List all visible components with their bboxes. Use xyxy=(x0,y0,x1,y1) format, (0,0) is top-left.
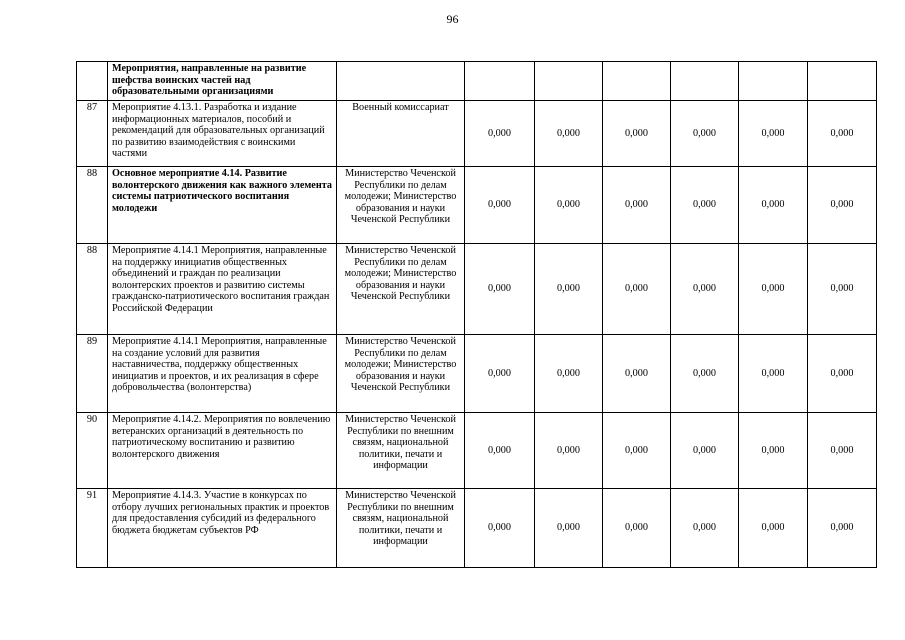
row-number: 87 xyxy=(77,101,108,167)
funding-value: 0,000 xyxy=(739,167,808,244)
funding-value xyxy=(603,62,671,101)
funding-value: 0,000 xyxy=(535,244,603,335)
table-row xyxy=(77,335,877,413)
table-row xyxy=(77,244,877,335)
funding-value: 0,000 xyxy=(535,101,603,167)
row-number: 88 xyxy=(77,244,108,335)
responsible-executor: Министерство Чеченской Республики по внешним связям, национальной политики, печати и информации xyxy=(337,489,465,568)
funding-value: 0,000 xyxy=(739,101,808,167)
activity-name: Мероприятие 4.13.1. Разработка и издание информационных материалов, пособий и рекомендаций для образовательных организаций по развитию взаимодействия с воинскими частями xyxy=(108,101,337,167)
funding-value: 0,000 xyxy=(603,335,671,413)
funding-value: 0,000 xyxy=(808,335,877,413)
funding-value: 0,000 xyxy=(465,413,535,489)
responsible-executor: Министерство Чеченской Республики по делам молодежи; Министерство образования и науки Чеченской Республики xyxy=(337,167,465,244)
funding-value: 0,000 xyxy=(535,167,603,244)
responsible-executor xyxy=(337,62,465,101)
funding-value: 0,000 xyxy=(603,244,671,335)
responsible-executor: Министерство Чеченской Республики по внешним связям, национальной политики, печати и информации xyxy=(337,413,465,489)
funding-value: 0,000 xyxy=(465,335,535,413)
row-number: 91 xyxy=(77,489,108,568)
funding-value: 0,000 xyxy=(808,489,877,568)
activity-name: Мероприятие 4.14.2. Мероприятия по вовлечению ветеранских организаций в деятельность по патриотическому воспитанию и развитию волонтерского движения xyxy=(108,413,337,489)
funding-value xyxy=(535,62,603,101)
table-row xyxy=(77,62,877,101)
funding-value: 0,000 xyxy=(671,335,739,413)
funding-value: 0,000 xyxy=(739,413,808,489)
activity-name: Мероприятия, направленные на развитие шефства воинских частей над образовательными организациями xyxy=(108,62,337,101)
row-number: 88 xyxy=(77,167,108,244)
responsible-executor: Министерство Чеченской Республики по делам молодежи; Министерство образования и науки Чеченской Республики xyxy=(337,244,465,335)
funding-value: 0,000 xyxy=(808,167,877,244)
funding-value: 0,000 xyxy=(535,335,603,413)
funding-value: 0,000 xyxy=(808,244,877,335)
funding-value xyxy=(808,62,877,101)
table-row xyxy=(77,167,877,244)
funding-value: 0,000 xyxy=(671,101,739,167)
responsible-executor: Военный комиссариат xyxy=(337,101,465,167)
table-row xyxy=(77,413,877,489)
row-number: 89 xyxy=(77,335,108,413)
funding-value: 0,000 xyxy=(808,413,877,489)
activity-name: Мероприятие 4.14.1 Мероприятия, направленные на поддержку инициатив общественных объединений и граждан по реализации волонтерских проектов и развитию системы гражданско-патриотического воспитания граждан Российской Федерации xyxy=(108,244,337,335)
responsible-executor: Министерство Чеченской Республики по делам молодежи; Министерство образования и науки Чеченской Республики xyxy=(337,335,465,413)
activity-name: Мероприятие 4.14.1 Мероприятия, направленные на создание условий для развития наставничества, поддержку общественных инициатив и проектов, и их реализация в сфере добровольчества (волонтерства) xyxy=(108,335,337,413)
funding-value xyxy=(739,62,808,101)
funding-value: 0,000 xyxy=(535,413,603,489)
page-number: 96 xyxy=(446,12,459,26)
funding-value: 0,000 xyxy=(739,489,808,568)
budget-table xyxy=(76,61,877,568)
funding-value: 0,000 xyxy=(671,167,739,244)
funding-value: 0,000 xyxy=(671,413,739,489)
funding-value: 0,000 xyxy=(739,335,808,413)
funding-value xyxy=(465,62,535,101)
table-row xyxy=(77,101,877,167)
funding-value: 0,000 xyxy=(739,244,808,335)
row-number xyxy=(77,62,108,101)
funding-value: 0,000 xyxy=(465,167,535,244)
funding-value: 0,000 xyxy=(603,413,671,489)
funding-value: 0,000 xyxy=(465,101,535,167)
funding-value: 0,000 xyxy=(808,101,877,167)
funding-value: 0,000 xyxy=(465,244,535,335)
funding-value: 0,000 xyxy=(671,244,739,335)
funding-value xyxy=(671,62,739,101)
activity-name: Мероприятие 4.14.3. Участие в конкурсах по отбору лучших региональных практик и проектов для предоставления субсидий из федерального бюджета бюджетам субъектов РФ xyxy=(108,489,337,568)
table-row xyxy=(77,489,877,568)
funding-value: 0,000 xyxy=(465,489,535,568)
funding-value: 0,000 xyxy=(603,167,671,244)
activity-name: Основное мероприятие 4.14. Развитие волонтерского движения как важного элемента системы патриотического воспитания молодежи xyxy=(108,167,337,244)
row-number: 90 xyxy=(77,413,108,489)
funding-value: 0,000 xyxy=(603,489,671,568)
funding-value: 0,000 xyxy=(603,101,671,167)
funding-value: 0,000 xyxy=(535,489,603,568)
funding-value: 0,000 xyxy=(671,489,739,568)
